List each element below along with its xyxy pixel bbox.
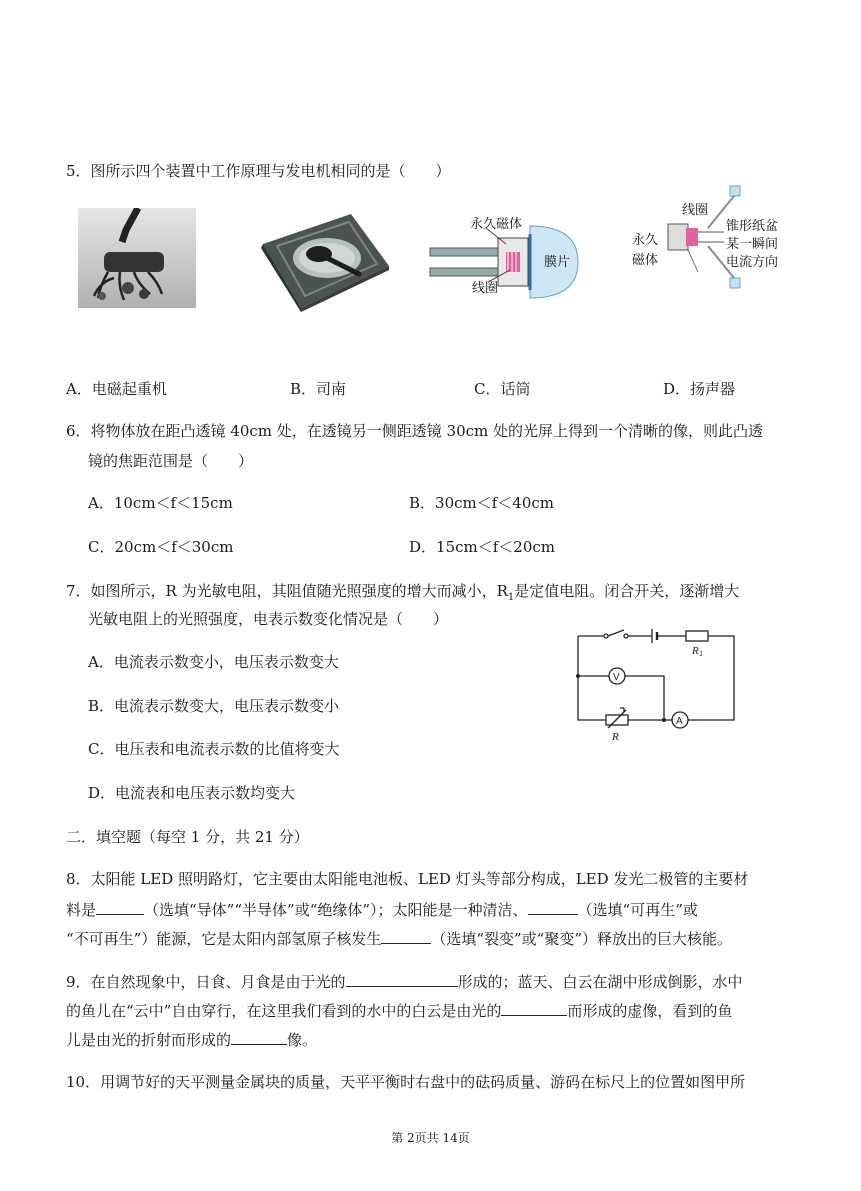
- q8-line2: [66, 898, 698, 921]
- q6-option-b[interactable]: B．30cm＜f＜40cm: [409, 494, 554, 512]
- sinan-compass: [255, 208, 393, 312]
- mic-diaphragm-label: 膜片: [544, 255, 571, 270]
- mic-magnet-label: 永久磁体: [470, 217, 523, 232]
- q8-line2-b: （选填“导体”“半导体”或“绝缘体”）；太阳能是一种清洁、: [144, 901, 528, 919]
- q7-stem-part-a: 7．如图所示，R 为光敏电阻，其阻值随光照强度的增大而减小，R: [66, 582, 508, 600]
- q9-line3-b: 像。: [287, 1031, 318, 1049]
- q5-stem: 5．图所示四个装置中工作原理与发电机相同的是（ ）: [66, 162, 451, 180]
- q6-option-a[interactable]: A．10cm＜f＜15cm: [88, 494, 233, 512]
- q6-option-c[interactable]: C．20cm＜f＜30cm: [88, 538, 234, 556]
- q9-line3: [66, 1028, 317, 1051]
- spk-coil-label: 线圈: [682, 203, 709, 218]
- circuit-diagram: [568, 622, 748, 746]
- q9-line2-a: 的鱼儿在“云中”自由穿行，在这里我们看到的水中的白云是由光的: [66, 1002, 502, 1020]
- q8-line2-a: 料是: [66, 901, 97, 919]
- spk-current-label: 电流方向: [726, 255, 779, 270]
- q6-stem-line2: 镜的焦距范围是（ ）: [88, 452, 254, 470]
- spk-cone-label: 锥形纸盆: [726, 219, 779, 234]
- q7-option-a[interactable]: A．电流表示数变小，电压表示数变大: [88, 653, 339, 671]
- ammeter-label: A: [676, 716, 683, 727]
- q7-stem-line1: [66, 580, 739, 609]
- r-label: R: [612, 731, 619, 743]
- q9-line2: [66, 999, 732, 1022]
- q8-blank-1[interactable]: [96, 898, 144, 915]
- q5-option-c[interactable]: C．话筒: [474, 380, 531, 398]
- q8-line3: [66, 927, 732, 950]
- mic-coil-label: 线圈: [472, 281, 499, 296]
- r1-subscript: 1: [699, 649, 703, 658]
- section-2-title: 二．填空题（每空 1 分，共 21 分）: [66, 828, 309, 846]
- q9-line3-a: 儿是由光的折射而形成的: [66, 1031, 232, 1049]
- q7-option-d[interactable]: D．电流表和电压表示数均变大: [88, 784, 296, 802]
- q9-blank-3[interactable]: [231, 1028, 287, 1045]
- q7-stem-subscript: 1: [507, 592, 515, 603]
- spk-magnet-label-2: 磁体: [632, 253, 659, 268]
- q7-option-b[interactable]: B．电流表示数变大，电压表示数变小: [88, 697, 340, 715]
- page-footer: 第 2页共 14页: [391, 1131, 470, 1145]
- r1-label: R: [692, 645, 699, 657]
- q10-line1: 10．用调节好的天平测量金属块的质量，天平平衡时右盘中的砝码质量、游码在标尺上的位置如图甲所: [66, 1073, 746, 1091]
- speaker-diagram: [628, 182, 798, 294]
- q7-stem-line2: 光敏电阻上的光照强度，电表示数变化情况是（ ）: [88, 610, 449, 628]
- q8-line1: 8．太阳能 LED 照明路灯，它主要由太阳能电池板、LED 灯头等部分构成，LED 发光二极管的主要材: [66, 870, 749, 888]
- q9-line1-a: 9．在自然现象中，日食、月食是由于光的: [66, 973, 346, 991]
- spk-magnet-label-1: 永久: [632, 233, 659, 248]
- q8-blank-3[interactable]: [381, 927, 431, 944]
- microphone-diagram: [426, 208, 586, 308]
- q9-blank-1[interactable]: [346, 970, 458, 987]
- q8-line3-b: （选填“裂变”或“聚变”）释放出的巨大核能。: [431, 930, 733, 948]
- q7-option-c[interactable]: C．电压表和电流表示数的比值将变大: [88, 740, 340, 758]
- q9-line1-b: 形成的；蓝天、白云在湖中形成倒影，水中: [457, 973, 743, 991]
- q9-blank-2[interactable]: [501, 999, 567, 1016]
- q6-stem-line1: 6．将物体放在距凸透镜 40cm 处，在透镜另一侧距透镜 30cm 处的光屏上得到一个清晰的像，则此凸透: [66, 422, 764, 440]
- q8-line2-c: （选填“可再生”或: [577, 901, 698, 919]
- voltmeter-label: V: [613, 672, 620, 683]
- q8-blank-2[interactable]: [528, 898, 578, 915]
- q7-stem-part-b: 是定值电阻。闭合开关，逐渐增大: [514, 582, 740, 600]
- q8-line3-a: “不可再生”）能源，它是太阳内部氢原子核发生: [66, 930, 382, 948]
- q6-option-d[interactable]: D．15cm＜f＜20cm: [409, 538, 556, 556]
- crane-photo: [78, 208, 196, 308]
- spk-moment-label: 某一瞬间: [726, 237, 779, 252]
- q9-line1: [66, 970, 743, 993]
- q5-option-d[interactable]: D．扬声器: [663, 380, 736, 398]
- q9-line2-b: 而形成的虚像，看到的鱼: [567, 1002, 733, 1020]
- q5-option-b[interactable]: B．司南: [290, 380, 347, 398]
- q5-option-a[interactable]: A．电磁起重机: [66, 380, 167, 398]
